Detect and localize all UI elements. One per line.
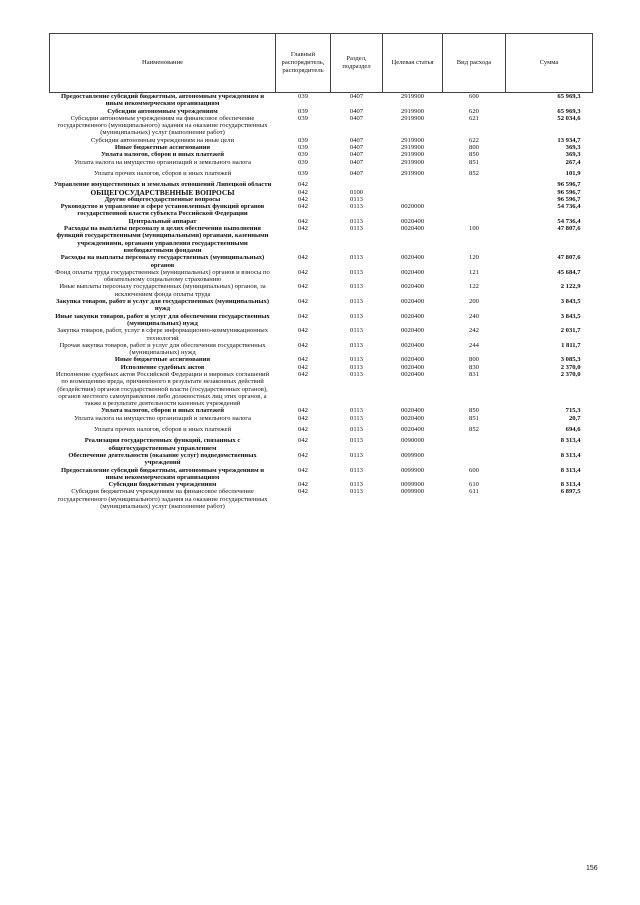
table-row [50,488,593,510]
admin-cell: 042 [298,225,308,233]
name-cell: Исполнение судебных актов [120,363,205,371]
section-cell: 0113 [350,195,363,203]
name-cell: Иные выплаты персоналу государственных (муниципальных) органов, за исключением фонда оплаты труда [59,283,266,298]
admin-cell: 039 [298,151,308,159]
name-cell: Другие общегосударственные вопросы [104,195,221,203]
name-cell: Расходы на выплаты персоналу в целях обеспечения выполнения функций государственными (муниципальными) органами, казенными учреждениями, органами управления государственными внебюджетными фондами [56,225,269,254]
table-row [50,422,593,433]
sum-cell: 45 684,7 [557,268,581,276]
type-cell: 600 [469,93,479,100]
admin-cell: 042 [298,341,308,349]
admin-cell: 039 [298,158,308,166]
target-cell: 0020400 [400,341,425,349]
sum-cell: 369,3 [565,144,581,152]
table-row [50,467,593,482]
target-cell: 0020400 [400,363,425,371]
sum-cell: 715,3 [565,407,581,415]
target-cell: 0099900 [400,466,425,474]
target-cell: 0020400 [400,312,425,320]
target-cell: 2919900 [400,151,425,159]
table-row [50,452,593,467]
name-cell: Субсидии автономным учреждениям на финансовое обеспечение государственного (муниципального) задания на оказание государственных (муниципальных) услуг (выполнение работ) [57,114,268,137]
section-cell: 0407 [349,158,364,166]
type-cell: 610 [469,481,479,489]
admin-cell: 042 [298,426,308,434]
type-cell: 830 [469,363,479,371]
section-cell [331,177,383,188]
table-row [50,144,593,151]
sum-cell: 54 736,4 [557,217,581,225]
type-cell: 120 [469,254,479,262]
name-cell: Субсидии автономным учреждениям [107,107,218,115]
table-row [50,218,593,225]
sum-cell: 8 313,4 [560,451,581,459]
sum-cell: 96 596,7 [557,188,581,196]
admin-cell: 042 [298,283,308,291]
type-cell [443,218,506,225]
target-cell: 0020400 [400,254,425,262]
section-cell: 0113 [350,370,363,378]
section-cell: 0113 [350,407,363,415]
table-row [50,254,593,269]
type-cell [443,203,506,218]
header-section: Раздел, подраздел [331,34,383,93]
section-cell: 0113 [350,312,363,320]
type-cell: 621 [469,114,479,122]
type-cell [443,452,506,467]
admin-cell: 042 [298,414,308,422]
admin-cell: 039 [298,136,308,144]
header-name: Наименование [50,34,276,93]
table-row [50,189,593,196]
sum-cell: 3 843,5 [560,298,581,306]
target-cell: 0020400 [400,268,425,276]
admin-cell: 042 [298,481,308,489]
sum-cell: 8 313,4 [560,437,581,445]
section-cell: 0407 [349,136,364,144]
header-admin: Главный распорядитель, распорядитель [276,34,331,93]
type-cell: 122 [469,283,479,291]
name-cell: Управление имущественных и земельных отношений Липецкой области [53,181,272,189]
target-cell [383,189,443,196]
type-cell [443,189,506,196]
section-cell: 0113 [350,437,363,445]
section-cell: 0407 [349,144,364,152]
budget-document [49,33,592,510]
type-cell [443,196,506,203]
target-cell: 0090000 [400,437,425,445]
section-cell: 0113 [350,225,363,233]
sum-cell: 8 313,4 [560,481,581,489]
section-cell: 0407 [349,93,364,100]
table-body [50,93,593,511]
target-cell: 0020400 [400,217,425,225]
type-cell [443,177,506,188]
name-cell: Закупка товаров, работ и услуг для государственных (муниципальных) нужд [55,298,270,313]
table-row [50,269,593,284]
table-row [50,137,593,144]
type-cell [443,433,506,452]
admin-cell: 039 [298,93,308,100]
table-row [50,151,593,158]
name-cell: Фонд оплаты труда государственных (муниципальных) органов и взносы по обязательному социальному страхованию [55,268,270,284]
section-cell: 0407 [349,151,364,159]
name-cell: Иные бюджетные ассигнования [114,144,211,152]
target-cell: 0020400 [400,370,425,378]
table-row [50,327,593,342]
section-cell: 0113 [350,341,363,349]
name-cell: Иные бюджетные ассигнования [114,356,211,364]
name-cell: Иные закупки товаров, работ и услуг для обеспечения государственных (муниципальных) нужд [55,312,270,327]
type-cell: 121 [469,268,479,276]
sum-cell: 54 736,4 [557,203,581,211]
budget-table [49,33,593,510]
target-cell: 0099900 [400,488,425,496]
section-cell: 0113 [350,254,363,262]
name-cell: Центральный аппарат [128,217,197,225]
admin-cell: 042 [298,268,308,276]
type-cell: 852 [469,169,479,177]
table-row [50,196,593,203]
table-row [50,313,593,328]
table-row [50,225,593,254]
target-cell: 2919900 [400,93,425,100]
admin-cell: 042 [298,327,308,335]
sum-cell: 47 807,6 [557,254,581,262]
header-type: Вид расхода [443,34,506,93]
page-number: 156 [586,865,598,872]
type-cell: 800 [469,356,479,364]
section-cell: 0113 [350,356,363,364]
table-row [50,342,593,357]
name-cell: Субсидии бюджетным учреждениям на финансовое обеспечение государственного (муниципального) задания на оказание государственных (муниципальных) услуг (выполнение работ) [57,488,268,511]
target-cell: 2919900 [400,114,425,122]
section-cell: 0113 [350,481,363,489]
type-cell: 850 [469,151,479,159]
table-row [50,115,593,137]
type-cell: 851 [469,158,479,166]
target-cell: 2919900 [400,158,425,166]
sum-cell: 1 811,7 [561,341,581,349]
table-row [50,108,593,115]
target-cell: 0020400 [400,414,425,422]
target-cell: 0020400 [400,426,425,434]
section-cell: 0407 [349,169,364,177]
table-row [50,433,593,452]
admin-cell: 042 [298,488,308,496]
type-cell: 622 [469,136,479,144]
sum-cell: 267,4 [565,158,581,166]
sum-cell: 96 596,7 [557,195,581,203]
sum-cell: 6 897,5 [560,488,581,496]
target-cell: 0020400 [400,225,425,233]
name-cell: Исполнение судебных актов Российской Федерации и мировых соглашений по возмещению вреда, причиненного в результате незаконных действий (бездействия) органов государственной власти (государственных органов), органов местного самоуправления либо должностных лиц этих органов, а также в результате деятельности казенных учреждений [55,370,270,408]
admin-cell: 042 [298,181,308,189]
name-cell: Обеспечение деятельности (оказание услуг) подведомственных учреждений [68,451,257,467]
name-cell: Уплата налогов, сборов и иных платежей [100,407,225,415]
name-cell: Уплата прочих налогов, сборов и иных платежей [93,426,232,434]
sum-cell: 694,6 [565,426,581,434]
target-cell [383,177,443,188]
table-row [50,283,593,298]
type-cell: 244 [469,341,479,349]
header-target: Целевая статья [383,34,443,93]
admin-cell: 042 [298,254,308,262]
name-cell: Субсидии автономным учреждениям на иные цели [91,136,234,144]
admin-cell: 042 [298,370,308,378]
admin-cell: 039 [298,114,308,122]
sum-cell: 96 596,7 [557,181,581,189]
section-cell: 0113 [350,426,363,434]
table-row [50,93,593,108]
admin-cell: 042 [298,298,308,306]
sum-cell: 101,9 [565,169,581,177]
table-row [50,364,593,371]
sum-cell: 65 969,3 [557,93,581,100]
type-cell: 851 [469,414,479,422]
target-cell [383,196,443,203]
table-row [50,159,593,166]
name-cell: Предоставление субсидий бюджетным, автономным учреждениям и иным некоммерческим организациям [60,93,265,108]
sum-cell: 13 934,7 [557,136,581,144]
sum-cell: 3 085,3 [560,356,581,364]
type-cell: 831 [469,370,479,378]
section-cell: 0113 [350,414,363,422]
admin-cell: 039 [298,144,308,152]
admin-cell: 042 [298,195,308,203]
name-cell: ОБЩЕГОСУДАРСТВЕННЫЕ ВОПРОСЫ [90,187,235,197]
admin-cell: 042 [298,437,308,445]
sum-cell: 65 969,3 [557,107,581,115]
section-cell: 0407 [349,114,364,122]
type-cell: 611 [469,488,479,496]
section-cell: 0113 [350,327,363,335]
type-cell: 800 [469,144,479,152]
target-cell: 0099900 [400,451,425,459]
admin-cell: 042 [298,451,308,459]
admin-cell: 042 [298,356,308,364]
sum-cell: 3 843,5 [560,312,581,320]
type-cell: 852 [469,426,479,434]
sum-cell: 52 034,6 [557,114,581,122]
admin-cell: 042 [298,312,308,320]
table-row [50,298,593,313]
section-cell: 0113 [350,283,363,291]
section-cell: 0407 [349,107,364,115]
table-row [50,203,593,218]
type-cell: 242 [469,327,479,335]
target-cell: 2919900 [400,107,425,115]
target-cell: 0020000 [400,203,425,211]
sum-cell: 2 122,9 [560,283,581,291]
admin-cell: 042 [298,363,308,371]
admin-cell: 042 [298,203,308,211]
type-cell: 620 [469,107,479,115]
name-cell: Уплата прочих налогов, сборов и иных платежей [93,169,232,177]
admin-cell: 042 [298,217,308,225]
section-cell: 0113 [350,363,363,371]
target-cell: 0020400 [400,283,425,291]
type-cell: 100 [469,225,479,233]
sum-cell: 47 807,6 [557,225,581,233]
admin-cell: 039 [298,169,308,177]
type-cell: 240 [469,312,479,320]
name-cell: Расходы на выплаты персоналу государственных (муниципальных) органов [60,254,265,269]
admin-cell: 042 [298,466,308,474]
target-cell: 0020400 [400,407,425,415]
target-cell: 0020400 [400,356,425,364]
sum-cell: 2 370,0 [560,370,581,378]
sum-cell: 20,7 [568,414,581,422]
table-row [50,407,593,414]
target-cell: 2919900 [400,144,425,152]
name-cell: Закупка товаров, работ, услуг в сфере информационно-коммуникационных технологий [56,327,269,342]
name-cell: Уплата налогов, сборов и иных платежей [100,151,225,159]
name-cell: Прочая закупка товаров, работ и услуг для обеспечения государственных (муниципальных) нужд [59,341,266,357]
target-cell: 0020400 [400,298,425,306]
name-cell: Уплата налога на имущество организаций и земельного налога [74,414,251,422]
table-header-row [50,34,593,93]
section-cell: 0113 [350,488,363,496]
sum-cell: 2 370,0 [560,363,581,371]
section-cell: 0113 [350,203,363,211]
target-cell: 2919900 [400,136,425,144]
table-row [50,415,593,422]
target-cell: 2919900 [400,169,425,177]
name-cell: Уплата налога на имущество организаций и земельного налога [74,158,251,166]
table-row [50,481,593,488]
type-cell: 850 [469,407,479,415]
table-row [50,166,593,177]
sum-cell: 2 031,7 [560,327,581,335]
section-cell: 0113 [350,451,363,459]
admin-cell: 039 [298,107,308,115]
section-cell: 0100 [349,188,364,196]
type-cell: 600 [469,466,479,474]
name-cell: Руководство и управление в сфере установленных функций органов государственной власти субъекта Российской Федерации [60,203,265,218]
admin-cell: 042 [298,407,308,415]
section-cell: 0113 [350,268,363,276]
table-row [50,371,593,407]
section-cell: 0113 [350,466,363,474]
section-cell: 0113 [350,217,363,225]
admin-cell: 042 [298,188,308,196]
name-cell: Предоставление субсидий бюджетным, автономным учреждениям и иным некоммерческим организациям [60,466,265,481]
name-cell: Реализация государственных функций, связанных с общегосударственным управлением [84,437,241,452]
target-cell: 0099900 [400,481,425,489]
header-sum: Сумма [506,34,593,93]
type-cell: 200 [469,298,479,306]
section-cell: 0113 [350,298,363,306]
target-cell: 0020400 [400,327,425,335]
table-row [50,356,593,363]
sum-cell: 8 313,4 [560,466,581,474]
name-cell: Субсидии бюджетным учреждениям [108,481,217,489]
table-row [50,177,593,188]
sum-cell: 369,3 [565,151,581,159]
